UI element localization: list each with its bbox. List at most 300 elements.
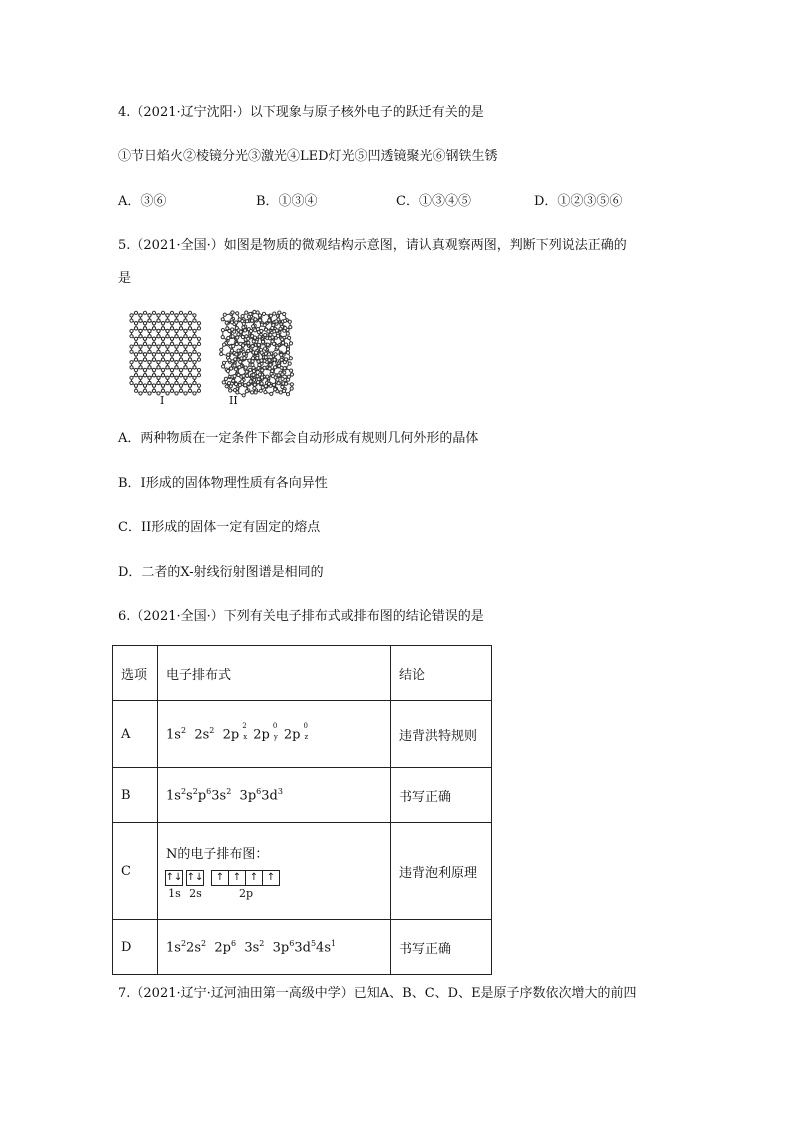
atom	[260, 359, 263, 362]
atom	[179, 368, 182, 371]
atom	[273, 312, 276, 315]
atom	[280, 353, 283, 356]
atom	[258, 363, 261, 366]
atom	[262, 312, 265, 315]
atom	[239, 360, 242, 363]
atom	[253, 387, 256, 390]
atom	[130, 335, 133, 338]
atom	[161, 358, 164, 361]
atom	[242, 374, 245, 377]
atom	[161, 384, 164, 387]
atom	[286, 351, 289, 354]
atom	[256, 356, 259, 359]
atom	[193, 381, 196, 384]
atom	[175, 361, 178, 364]
atom	[139, 329, 142, 332]
atom	[166, 376, 169, 379]
atom	[221, 318, 224, 321]
atom	[130, 361, 133, 364]
atom	[278, 311, 281, 314]
atom	[260, 329, 263, 332]
atom	[263, 324, 266, 327]
atom	[152, 374, 155, 377]
atom	[184, 314, 187, 317]
atom	[267, 330, 270, 333]
atom	[157, 381, 160, 384]
atom	[274, 366, 277, 369]
atom	[166, 314, 169, 317]
atom	[179, 311, 182, 314]
crystalline-lattice	[130, 311, 201, 395]
orbital-1s: ↑↓ 1s	[166, 870, 183, 900]
atom	[236, 312, 239, 315]
atom	[259, 389, 262, 392]
atom	[197, 322, 200, 325]
atom	[152, 384, 155, 387]
atom	[282, 389, 285, 392]
atom	[139, 350, 142, 353]
atom	[188, 337, 191, 340]
atom	[220, 352, 223, 355]
atom	[130, 329, 133, 332]
atom	[287, 375, 290, 378]
atom	[170, 311, 173, 314]
atom	[134, 311, 137, 314]
atom	[134, 337, 137, 340]
atom	[166, 319, 169, 322]
atom	[269, 314, 272, 317]
atom	[251, 363, 254, 366]
atom	[286, 393, 289, 396]
figure-label-i: I	[160, 394, 165, 407]
atom	[197, 342, 200, 345]
table-row-b	[113, 768, 492, 823]
q4-stem: 4.（2021·辽宁沈阳·）以下现象与原子核外电子的跃迁有关的是	[118, 105, 484, 120]
atom	[157, 361, 160, 364]
atom	[285, 358, 288, 361]
atom	[271, 326, 274, 329]
atom	[170, 368, 173, 371]
atom	[143, 384, 146, 387]
atom	[279, 327, 282, 330]
atom	[139, 376, 142, 379]
row-d-option: D	[113, 920, 158, 975]
atom	[290, 383, 293, 386]
atom	[148, 392, 151, 395]
atom	[288, 336, 291, 339]
atom	[161, 311, 164, 314]
atom	[271, 336, 274, 339]
atom	[233, 375, 236, 378]
atom	[242, 322, 245, 325]
atom	[193, 314, 196, 317]
atom	[263, 366, 266, 369]
atom	[139, 381, 142, 384]
orbital-2p: ↑ ↑ ↑ ↑ 2p	[212, 870, 280, 900]
amorphous-network	[220, 310, 294, 397]
atom	[227, 353, 230, 356]
atom	[234, 358, 237, 361]
orbital-box: ↑↓	[165, 870, 183, 886]
atom	[193, 319, 196, 322]
q7-stem: 7.（2021·辽宁·辽河油田第一高级中学）已知A、B、C、D、E是原子序数依次增大的前四	[118, 986, 637, 1001]
atom	[229, 385, 232, 388]
atom	[152, 353, 155, 356]
atom	[280, 358, 283, 361]
figure-label-ii: II	[229, 394, 238, 407]
atom	[272, 383, 275, 386]
atom	[170, 384, 173, 387]
atom	[193, 361, 196, 364]
atom	[143, 337, 146, 340]
atom	[148, 345, 151, 348]
atom	[264, 391, 267, 394]
atom	[188, 358, 191, 361]
atom	[288, 362, 291, 365]
atom	[223, 313, 226, 316]
atom	[179, 337, 182, 340]
q5-structure-figure	[126, 308, 296, 408]
q5-option-c: C．II形成的固体一定有固定的熔点	[118, 520, 321, 535]
atom	[225, 385, 228, 388]
atom	[221, 329, 224, 332]
atom	[130, 366, 133, 369]
atom	[253, 310, 256, 313]
atom	[271, 369, 274, 372]
atom	[237, 349, 240, 352]
atom	[148, 319, 151, 322]
atom	[139, 345, 142, 348]
atom	[161, 368, 164, 371]
atom	[193, 335, 196, 338]
q5-option-d: D．二者的X-射线衍射图谱是相同的	[118, 565, 324, 580]
atom	[188, 311, 191, 314]
atom	[188, 327, 191, 330]
atom	[227, 382, 230, 385]
q4-items: ①节日焰火②棱镜分光③激光④LED灯光⑤凹透镜聚光⑥钢铁生锈	[118, 149, 498, 164]
atom	[157, 345, 160, 348]
atom	[143, 389, 146, 392]
atom	[179, 389, 182, 392]
atom	[243, 353, 246, 356]
atom	[264, 385, 267, 388]
atom	[157, 366, 160, 369]
atom	[166, 361, 169, 364]
atom	[231, 311, 234, 314]
q4-option-c: C．①③④⑤	[396, 194, 471, 209]
atom	[148, 350, 151, 353]
atom	[274, 353, 277, 356]
atom	[251, 345, 254, 348]
atom	[148, 335, 151, 338]
atom	[224, 377, 227, 380]
atom	[223, 343, 226, 346]
table-row-a	[113, 701, 492, 768]
row-d-config: $1s^22s^2$ $2p^6$ $3s^2$ $3p^63d^54s^1$	[158, 920, 391, 975]
atom	[235, 353, 238, 356]
atom	[143, 358, 146, 361]
atom	[241, 315, 244, 318]
atom	[152, 368, 155, 371]
atom	[139, 361, 142, 364]
atom	[261, 340, 264, 343]
atom	[166, 345, 169, 348]
atom	[175, 335, 178, 338]
atom	[286, 348, 289, 351]
atom	[175, 345, 178, 348]
atom	[130, 319, 133, 322]
atom	[161, 322, 164, 325]
atom	[197, 374, 200, 377]
atom	[170, 353, 173, 356]
atom	[148, 314, 151, 317]
atom	[184, 392, 187, 395]
atom	[184, 350, 187, 353]
atom	[184, 319, 187, 322]
q4-option-a: A．③⑥	[118, 194, 167, 209]
atom	[175, 381, 178, 384]
atom	[170, 342, 173, 345]
atom	[152, 342, 155, 345]
atom	[283, 367, 286, 370]
atom	[184, 329, 187, 332]
atom	[260, 376, 263, 379]
atom	[170, 389, 173, 392]
orbital-box: ↑	[262, 870, 280, 886]
atom	[289, 342, 292, 345]
atom	[170, 322, 173, 325]
atom	[175, 350, 178, 353]
atom	[170, 337, 173, 340]
atom	[267, 382, 270, 385]
atom	[184, 366, 187, 369]
atom	[283, 312, 286, 315]
atom	[143, 368, 146, 371]
atom	[130, 314, 133, 317]
atom	[288, 320, 291, 323]
orbital-box: ↑	[228, 870, 246, 886]
row-a-conclusion: 违背洪特规则	[391, 701, 492, 768]
atom	[134, 327, 137, 330]
atom	[143, 353, 146, 356]
atom	[238, 366, 241, 369]
atom	[134, 368, 137, 371]
atom	[188, 342, 191, 345]
atom	[268, 319, 271, 322]
atom	[148, 376, 151, 379]
row-b-option: B	[113, 768, 158, 823]
orbital-box: ↑↓	[186, 870, 204, 886]
atom	[231, 328, 234, 331]
atom	[175, 329, 178, 332]
atom	[193, 366, 196, 369]
atom	[271, 375, 274, 378]
atom	[277, 382, 280, 385]
q5-stem-line1: 5.（2021·全国·）如图是物质的微观结构示意图，请认真观察两图，判断下列说法正确的	[118, 238, 627, 253]
atom	[139, 319, 142, 322]
atom	[179, 374, 182, 377]
atom	[161, 337, 164, 340]
atom	[247, 349, 250, 352]
atom	[188, 374, 191, 377]
atom	[184, 376, 187, 379]
atom	[232, 379, 235, 382]
atom	[166, 329, 169, 332]
atom	[157, 376, 160, 379]
atom	[139, 392, 142, 395]
atom	[157, 314, 160, 317]
atom	[188, 384, 191, 387]
atom	[273, 358, 276, 361]
atom	[252, 340, 255, 343]
atom	[222, 381, 225, 384]
q5-option-a: A．两种物质在一定条件下都会自动形成有规则几何外形的晶体	[118, 431, 479, 446]
atom	[179, 342, 182, 345]
atom	[289, 326, 292, 329]
atom	[286, 332, 289, 335]
table-row-d	[113, 920, 492, 975]
row-c-option: C	[113, 823, 158, 920]
atom	[269, 363, 272, 366]
atom	[184, 381, 187, 384]
atom	[281, 377, 284, 380]
atom	[252, 370, 255, 373]
atom	[276, 334, 279, 337]
atom	[166, 366, 169, 369]
atom	[253, 383, 256, 386]
atom	[268, 359, 271, 362]
orbital-box: ↑	[245, 870, 263, 886]
atom	[253, 336, 256, 339]
atom	[179, 358, 182, 361]
atom	[134, 358, 137, 361]
atom	[148, 361, 151, 364]
atom	[184, 335, 187, 338]
atom	[161, 374, 164, 377]
atom	[179, 327, 182, 330]
atom	[281, 385, 284, 388]
atom	[258, 335, 261, 338]
atom	[249, 312, 252, 315]
atom	[134, 384, 137, 387]
atom	[175, 392, 178, 395]
row-b-conclusion: 书写正确	[391, 768, 492, 823]
atom	[258, 373, 261, 376]
atom	[161, 342, 164, 345]
atom	[193, 376, 196, 379]
atom	[249, 368, 252, 371]
atom	[220, 348, 223, 351]
atom	[222, 361, 225, 364]
atom	[134, 374, 137, 377]
row-b-config: $1s^2s^2p^63s^2$ $3p^63d^3$	[158, 768, 391, 823]
atom	[244, 366, 247, 369]
atom	[257, 343, 260, 346]
atom	[290, 387, 293, 390]
atom	[272, 342, 275, 345]
atom	[266, 343, 269, 346]
atom	[157, 329, 160, 332]
atom	[243, 357, 246, 360]
atom	[251, 319, 254, 322]
atom	[246, 374, 249, 377]
atom	[235, 321, 238, 324]
atom	[143, 327, 146, 330]
atom	[254, 318, 257, 321]
atom	[251, 360, 254, 363]
atom	[256, 381, 259, 384]
atom	[229, 389, 232, 392]
atom	[143, 342, 146, 345]
atom	[139, 366, 142, 369]
atom	[143, 311, 146, 314]
atom	[231, 335, 234, 338]
atom	[244, 384, 247, 387]
q5-stem-line2: 是	[118, 271, 132, 286]
atom	[175, 314, 178, 317]
atom	[179, 384, 182, 387]
atom	[157, 319, 160, 322]
atom	[277, 374, 280, 377]
atom	[235, 343, 238, 346]
atom	[188, 322, 191, 325]
atom	[139, 314, 142, 317]
atom	[276, 346, 279, 349]
atom	[148, 381, 151, 384]
atom	[251, 391, 254, 394]
atom	[256, 311, 259, 314]
orbital-box: ↑	[211, 870, 229, 886]
atom	[197, 389, 200, 392]
atom	[152, 389, 155, 392]
atom	[152, 337, 155, 340]
atom	[275, 320, 278, 323]
atom	[197, 353, 200, 356]
atom	[225, 321, 228, 324]
atom	[152, 322, 155, 325]
atom	[179, 353, 182, 356]
atom	[290, 369, 293, 372]
atom	[274, 388, 277, 391]
atom	[281, 373, 284, 376]
atom	[284, 327, 287, 330]
atom	[249, 329, 252, 332]
atom	[280, 366, 283, 369]
atom	[268, 353, 271, 356]
atom	[175, 366, 178, 369]
atom	[240, 380, 243, 383]
q4-option-b: B．①③④	[256, 194, 318, 209]
atom	[157, 335, 160, 338]
atom	[276, 378, 279, 381]
atom	[197, 368, 200, 371]
atom	[252, 373, 255, 376]
structure-diagram	[126, 308, 296, 408]
atom	[166, 392, 169, 395]
atom	[260, 351, 263, 354]
atom	[264, 333, 267, 336]
row-d-conclusion: 书写正确	[391, 920, 492, 975]
atom	[188, 368, 191, 371]
atom	[161, 353, 164, 356]
atom	[227, 336, 230, 339]
row-a-config: $1s^2$ $2s^2$ 2p 2 x 2p 0 y 2p 0 z	[158, 701, 391, 768]
atom	[254, 329, 257, 332]
header-config: 电子排布式	[158, 646, 391, 701]
atom	[193, 329, 196, 332]
orbital-2s: ↑↓ 2s	[187, 870, 204, 900]
atom	[175, 376, 178, 379]
